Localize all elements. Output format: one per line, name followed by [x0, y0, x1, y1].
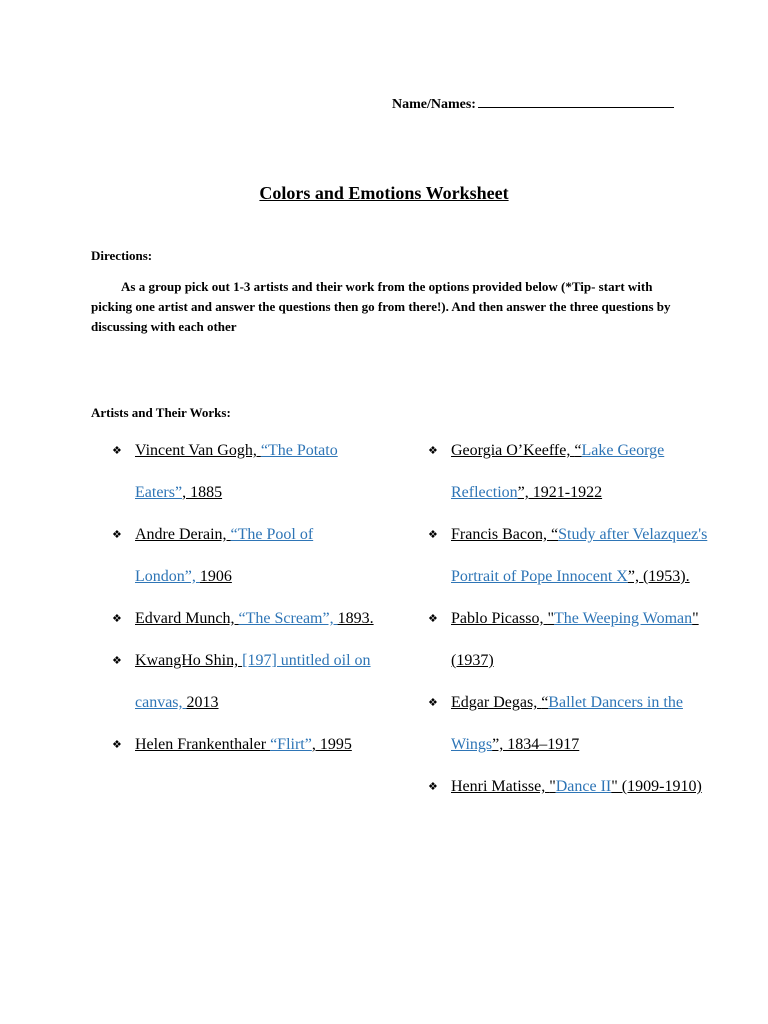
- artwork-date: " (1937): [451, 610, 699, 669]
- artist-name: KwangHo Shin,: [135, 652, 243, 669]
- artist-name: Edvard Munch,: [135, 610, 239, 627]
- directions-label: Directions:: [91, 248, 153, 263]
- artwork-date: , 1995: [311, 736, 352, 753]
- diamond-bullet-icon: ❖: [428, 613, 438, 625]
- name-blank-line: [478, 93, 674, 108]
- artwork-link[interactable]: Lake George Reflection: [451, 442, 665, 501]
- artwork-link[interactable]: “The Scream”,: [238, 610, 338, 627]
- list-item: [112, 724, 374, 766]
- diamond-bullet-icon: ❖: [112, 613, 122, 625]
- artist-name: Pablo Picasso,: [451, 610, 548, 627]
- artist-list-left: [112, 430, 374, 766]
- artwork-date: ”, (1953).: [627, 568, 690, 585]
- diamond-bullet-icon: ❖: [112, 655, 122, 667]
- artwork-link[interactable]: “The Pool of London”,: [135, 526, 314, 585]
- artist-name: Georgia O’Keeffe,: [451, 442, 575, 459]
- list-item: [112, 640, 374, 724]
- diamond-bullet-icon: ❖: [428, 445, 438, 457]
- artwork-link[interactable]: Dance II: [555, 778, 612, 795]
- artwork-date: 1893.: [337, 610, 374, 627]
- artwork-link[interactable]: “Flirt”: [270, 736, 312, 753]
- list-item: ❖ Edgar Degas, “Ballet Dancers in the Wings”, 1834–1917: [428, 682, 718, 766]
- artist-name: Henri Matisse,: [451, 778, 550, 795]
- page-title: Colors and Emotions Worksheet: [259, 183, 509, 203]
- artwork-date: 1906: [199, 568, 232, 585]
- list-item: [112, 430, 374, 514]
- artists-label: Artists and Their Works:: [91, 405, 231, 420]
- artwork-date: , 1885: [182, 484, 223, 501]
- name-field: [392, 93, 674, 113]
- directions-text: [91, 277, 671, 337]
- artwork-link[interactable]: The Weeping Woman: [553, 610, 693, 627]
- list-item: [112, 514, 374, 598]
- diamond-bullet-icon: ❖: [428, 781, 438, 793]
- diamond-bullet-icon: ❖: [428, 529, 438, 541]
- artist-list-right: [428, 430, 718, 808]
- name-label: Name/Names:: [392, 97, 476, 112]
- artwork-date: 2013: [186, 694, 219, 711]
- diamond-bullet-icon: ❖: [112, 445, 122, 457]
- artist-name: Helen Frankenthaler: [135, 736, 271, 753]
- artist-name: Edgar Degas,: [451, 694, 542, 711]
- list-item: ❖ Pablo Picasso, "The Weeping Woman" (1937): [428, 598, 718, 682]
- artwork-link[interactable]: [197] untitled oil on canvas,: [135, 652, 371, 711]
- diamond-bullet-icon: ❖: [112, 739, 122, 751]
- list-item: [112, 598, 374, 640]
- directions-body: As a group pick out 1-3 artists and their work from the options provided below (*Tip- start with picking one artist and answer the questions then go from there!). And then answer the three questions by discussing with each other: [91, 279, 671, 334]
- artwork-date: ”, 1834–1917: [492, 736, 580, 753]
- artwork-link[interactable]: “The Potato Eaters”: [135, 442, 338, 501]
- artwork-date: " (1909-1910): [611, 778, 702, 795]
- artist-name: Vincent Van Gogh,: [135, 442, 261, 459]
- list-item: ❖ Francis Bacon, “Study after Velazquez's Portrait of Pope Innocent X”, (1953).: [428, 514, 718, 598]
- artwork-link[interactable]: Study after Velazquez's Portrait of Pope Innocent X: [451, 526, 708, 585]
- artwork-link[interactable]: Ballet Dancers in the Wings: [451, 694, 683, 753]
- diamond-bullet-icon: ❖: [112, 529, 122, 541]
- artist-name: Andre Derain,: [135, 526, 231, 543]
- diamond-bullet-icon: ❖: [428, 697, 438, 709]
- list-item: ❖ Henri Matisse, "Dance II" (1909-1910): [428, 766, 718, 808]
- list-item: ❖ Georgia O’Keeffe, “Lake George Reflection”, 1921-1922: [428, 430, 718, 514]
- artist-name: Francis Bacon,: [451, 526, 551, 543]
- artwork-date: ”, 1921-1922: [517, 484, 603, 501]
